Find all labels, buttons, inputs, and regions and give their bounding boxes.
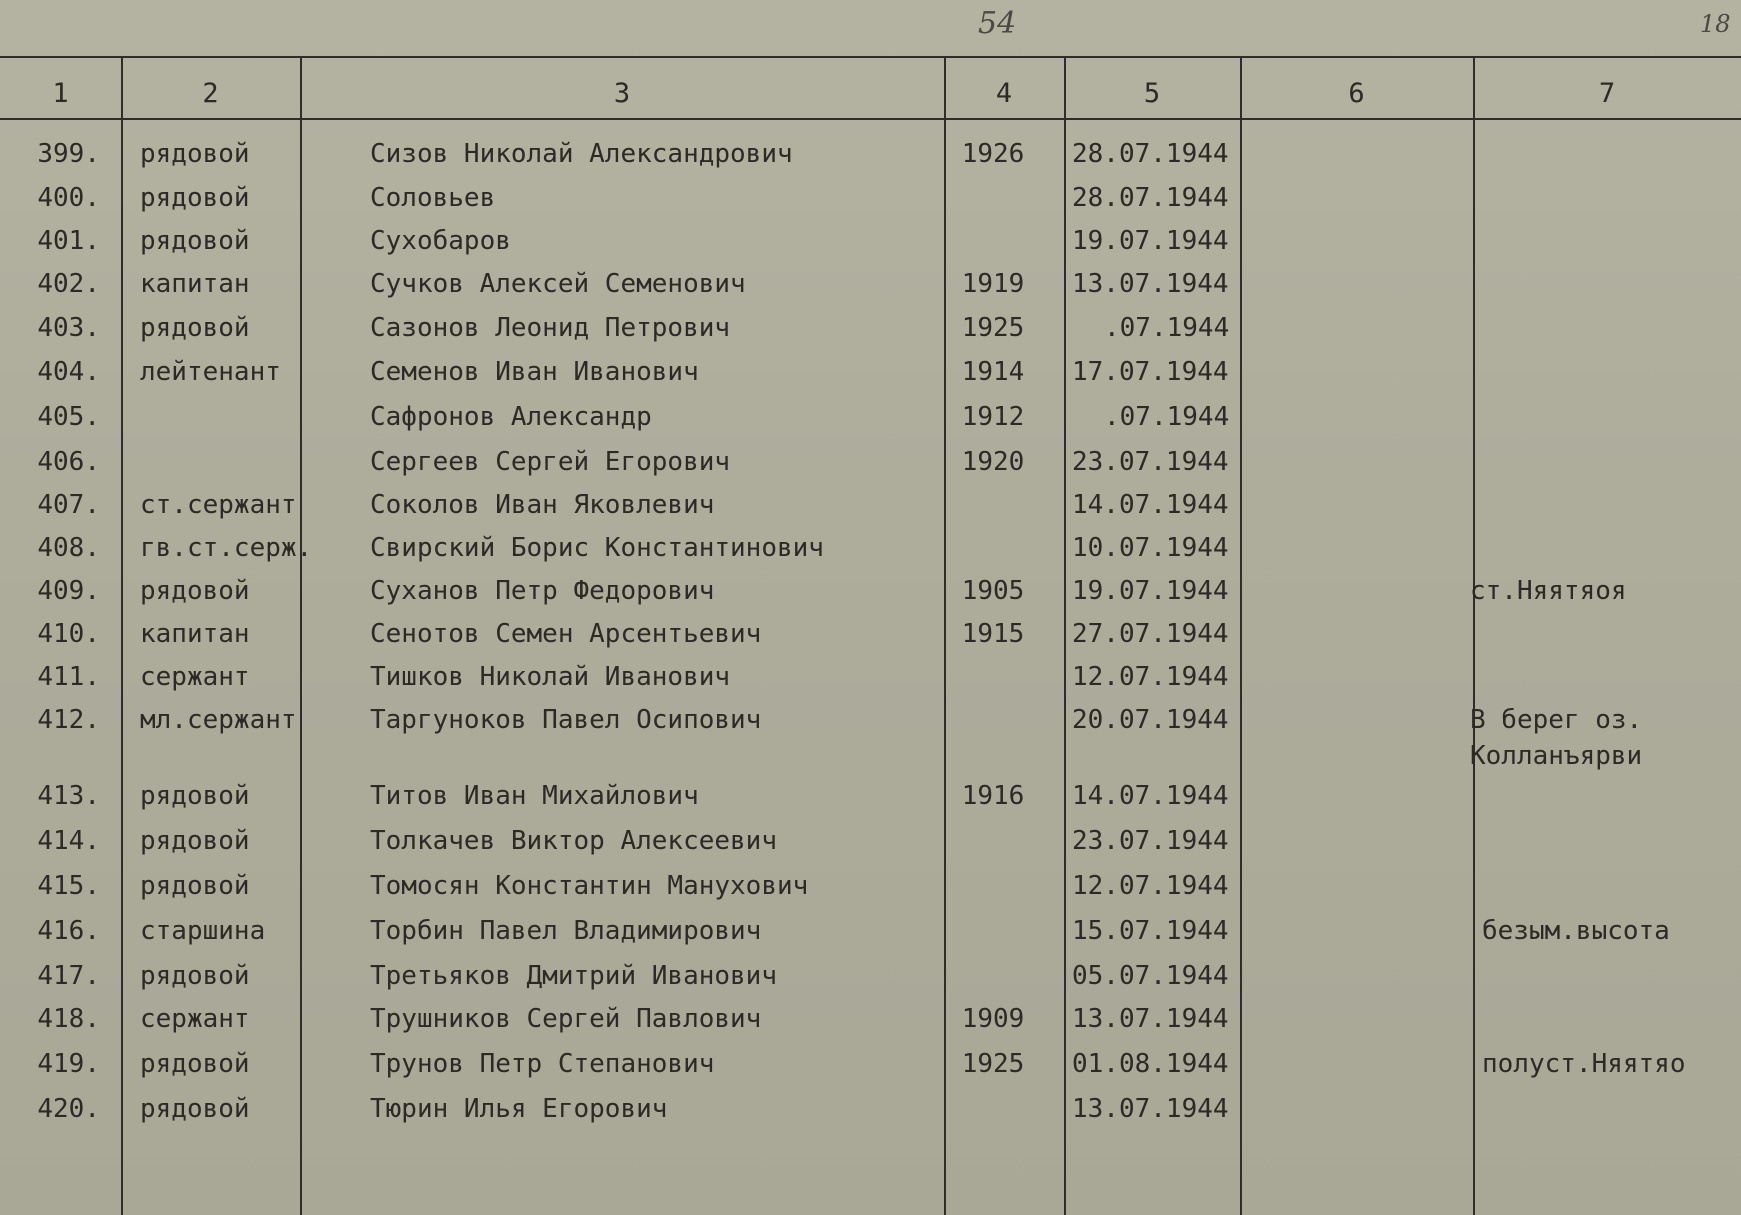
row-rank: рядовой	[140, 576, 250, 606]
row-name: Трунов Петр Степанович	[370, 1049, 715, 1079]
table-row	[0, 306, 1741, 350]
row-place: полуст.Няятяо	[1482, 1049, 1686, 1079]
row-date: 28.07.1944	[1072, 139, 1229, 169]
row-date: 05.07.1944	[1072, 961, 1229, 991]
row-date: 19.07.1944	[1072, 576, 1229, 606]
row-date: 23.07.1944	[1072, 447, 1229, 477]
row-name: Тишков Николай Иванович	[370, 662, 731, 692]
page-number: 54	[978, 6, 1017, 41]
table-row	[0, 569, 1741, 613]
row-name: Титов Иван Михайлович	[370, 781, 699, 811]
row-number: 417.	[37, 961, 100, 991]
table-row	[0, 395, 1741, 439]
row-rank: сержант	[140, 1004, 250, 1034]
row-year: 1920	[961, 447, 1025, 477]
row-date: 14.07.1944	[1072, 781, 1229, 811]
row-rank: рядовой	[140, 1094, 250, 1124]
row-number: 419.	[37, 1049, 100, 1079]
row-place: В берег оз.	[1470, 705, 1643, 735]
row-number: 400.	[37, 183, 100, 213]
row-place-line2: Колланъярви	[1470, 741, 1643, 771]
row-name: Сухобаров	[370, 226, 511, 256]
row-name: Сучков Алексей Семенович	[370, 269, 746, 299]
row-rank: рядовой	[140, 139, 250, 169]
row-number: 403.	[37, 313, 100, 343]
row-name: Свирский Борис Константинович	[370, 533, 824, 563]
row-year: 1919	[961, 269, 1025, 299]
row-name: Соколов Иван Яковлевич	[370, 490, 715, 520]
row-date: 20.07.1944	[1072, 705, 1229, 735]
row-rank: рядовой	[140, 313, 250, 343]
table-row	[0, 262, 1741, 306]
table-row	[0, 1087, 1741, 1131]
table-row	[0, 612, 1741, 656]
table-row	[0, 774, 1741, 818]
table-row	[0, 132, 1741, 176]
row-rank: рядовой	[140, 226, 250, 256]
row-name: Семенов Иван Иванович	[370, 357, 699, 387]
row-date: 23.07.1944	[1072, 826, 1229, 856]
sheet-number: 18	[1700, 10, 1731, 38]
row-date: 12.07.1944	[1072, 871, 1229, 901]
row-year: 1926	[961, 139, 1025, 169]
row-number: 415.	[37, 871, 100, 901]
row-rank: лейтенант	[140, 357, 281, 387]
row-date: 12.07.1944	[1072, 662, 1229, 692]
column-header: 5	[1143, 78, 1161, 109]
row-number: 408.	[37, 533, 100, 563]
row-year: 1909	[961, 1004, 1025, 1034]
row-number: 405.	[37, 402, 100, 432]
table-row	[0, 440, 1741, 484]
row-date: 15.07.1944	[1072, 916, 1229, 946]
row-name: Сергеев Сергей Егорович	[370, 447, 731, 477]
row-date: 27.07.1944	[1072, 619, 1229, 649]
row-number: 420.	[37, 1094, 100, 1124]
row-name: Сафронов Александр	[370, 402, 652, 432]
table-row-continuation	[0, 734, 1741, 778]
column-header: 3	[613, 78, 631, 109]
row-name: Томосян Константин Манухович	[370, 871, 809, 901]
row-number: 406.	[37, 447, 100, 477]
row-name: Сенотов Семен Арсентьевич	[370, 619, 762, 649]
table-row	[0, 219, 1741, 263]
row-number: 402.	[37, 269, 100, 299]
row-number: 414.	[37, 826, 100, 856]
row-rank: рядовой	[140, 1049, 250, 1079]
row-number: 416.	[37, 916, 100, 946]
row-number: 409.	[37, 576, 100, 606]
row-year: 1925	[961, 313, 1025, 343]
table-row	[0, 350, 1741, 394]
table-row	[0, 997, 1741, 1041]
row-place: безым.высота	[1482, 916, 1670, 946]
row-date: 13.07.1944	[1072, 1094, 1229, 1124]
table-row	[0, 864, 1741, 908]
table-row	[0, 655, 1741, 699]
row-date: 14.07.1944	[1072, 490, 1229, 520]
row-name: Суханов Петр Федорович	[370, 576, 715, 606]
table-row	[0, 954, 1741, 998]
row-date: 01.08.1944	[1072, 1049, 1229, 1079]
row-place: ст.Няятяоя	[1470, 576, 1627, 606]
row-number: 413.	[37, 781, 100, 811]
row-date: 10.07.1944	[1072, 533, 1229, 563]
row-name: Тюрин Илья Егорович	[370, 1094, 668, 1124]
row-year: 1905	[961, 576, 1025, 606]
row-name: Сазонов Леонид Петрович	[370, 313, 731, 343]
row-rank: ст.сержант	[140, 490, 297, 520]
row-number: 401.	[37, 226, 100, 256]
row-rank: рядовой	[140, 781, 250, 811]
row-name: Трушников Сергей Павлович	[370, 1004, 762, 1034]
row-date: .07.1944	[1104, 313, 1230, 343]
table-row	[0, 909, 1741, 953]
column-header: 2	[202, 78, 219, 109]
row-number: 412.	[37, 705, 100, 735]
table-row	[0, 483, 1741, 527]
row-date: 28.07.1944	[1072, 183, 1229, 213]
row-number: 399.	[37, 139, 100, 169]
column-header: 1	[52, 78, 69, 109]
table-row	[0, 176, 1741, 220]
row-year: 1914	[961, 357, 1025, 387]
column-header: 4	[995, 78, 1013, 109]
row-rank: капитан	[140, 269, 250, 299]
row-name: Таргуноков Павел Осипович	[370, 705, 762, 735]
row-number: 411.	[37, 662, 100, 692]
row-date: 17.07.1944	[1072, 357, 1229, 387]
row-number: 404.	[37, 357, 100, 387]
table-top-rule	[0, 56, 1741, 58]
row-year: 1916	[961, 781, 1025, 811]
row-date: 19.07.1944	[1072, 226, 1229, 256]
row-rank: гв.ст.серж.	[140, 533, 313, 563]
row-name: Толкачев Виктор Алексеевич	[370, 826, 777, 856]
row-rank: капитан	[140, 619, 250, 649]
row-year: 1925	[961, 1049, 1025, 1079]
row-number: 407.	[37, 490, 100, 520]
row-year: 1915	[961, 619, 1025, 649]
row-number: 410.	[37, 619, 100, 649]
row-date: .07.1944	[1104, 402, 1230, 432]
row-date: 13.07.1944	[1072, 1004, 1229, 1034]
row-rank: сержант	[140, 662, 250, 692]
row-name: Торбин Павел Владимирович	[370, 916, 762, 946]
table-row	[0, 819, 1741, 863]
table-header-rule	[0, 118, 1741, 120]
table-row	[0, 1042, 1741, 1086]
row-name: Третьяков Дмитрий Иванович	[370, 961, 777, 991]
row-name: Сизов Николай Александрович	[370, 139, 793, 169]
row-rank: рядовой	[140, 183, 250, 213]
row-rank: рядовой	[140, 961, 250, 991]
row-number: 418.	[37, 1004, 100, 1034]
column-header: 7	[1598, 78, 1616, 109]
column-header: 6	[1348, 78, 1365, 109]
row-date: 13.07.1944	[1072, 269, 1229, 299]
row-rank: рядовой	[140, 871, 250, 901]
row-name: Соловьев	[370, 183, 496, 213]
table-row	[0, 526, 1741, 570]
row-rank: мл.сержант	[140, 705, 297, 735]
row-year: 1912	[961, 402, 1025, 432]
row-rank: старшина	[140, 916, 266, 946]
row-rank: рядовой	[140, 826, 250, 856]
